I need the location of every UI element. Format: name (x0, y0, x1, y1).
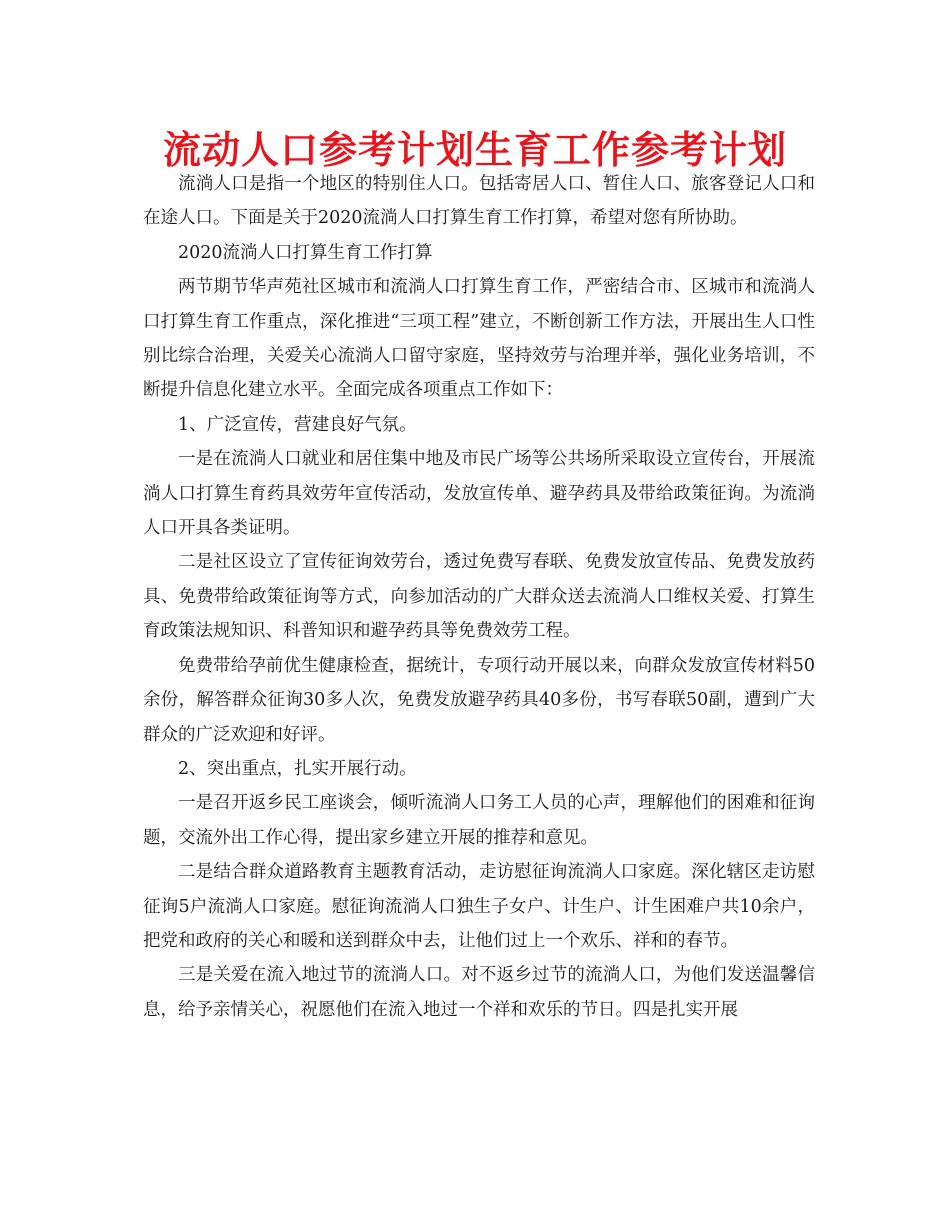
paragraph: 三是关爱在流入地过节的流淌人口。对不返乡过节的流淌人口，为他们发送温馨信息，给予亲情关心，祝愿他们在流入地过一个祥和欢乐的节日。四是扎实开展 (143, 965, 815, 1020)
paragraph: 两节期节华声苑社区城市和流淌人口打算生育工作，严密结合市、区城市和流淌人口打算生育工作重点，深化推进“三项工程”建立，不断创新工作方法，开展出生人口性别比综合治理，关爱关心流淌人口留守家庭，坚持效劳与治理并举，强化业务培训，不断提升信息化建立水平。全面完成各项重点工作如下： (143, 277, 815, 401)
paragraph: 2020流淌人口打算生育工作打算 (178, 242, 433, 263)
paragraph: 免费带给孕前优生健康检查，据统计，专项行动开展以来，向群众发放宣传材料50余份，解答群众征询30多人次，免费发放避孕药具40多份，书写春联50副，遭到广大群众的广泛欢迎和好评。 (143, 655, 815, 745)
paragraph: 二是社区设立了宣传征询效劳台，透过免费写春联、免费发放宣传品、免费发放药具、免费带给政策征询等方式，向参加活动的广大群众送去流淌人口维权关爱、打算生育政策法规知识、科普知识和避孕药具等免费效劳工程。 (143, 552, 815, 642)
paragraph: 流淌人口是指一个地区的特别住人口。包括寄居人口、暂住人口、旅客登记人口和在途人口。下面是关于2020流淌人口打算生育工作打算，希望对您有所协助。 (143, 174, 815, 229)
paragraph: 2、突出重点，扎实开展行动。 (178, 758, 417, 779)
paragraph: 一是召开返乡民工座谈会，倾听流淌人口务工人员的心声，理解他们的困难和征询题，交流外出工作心得，提出家乡建立开展的推荐和意见。 (143, 793, 815, 848)
paragraph: 1、广泛宣传，营建良好气氛。 (178, 414, 417, 435)
paragraph: 一是在流淌人口就业和居住集中地及市民广场等公共场所采取设立宣传台，开展流淌人口打算生育药具效劳年宣传活动，发放宣传单、避孕药具及带给政策征询。为流淌人口开具各类证明。 (143, 449, 815, 539)
paragraph: 二是结合群众道路教育主题教育活动，走访慰征询流淌人口家庭。深化辖区走访慰征询5户流淌人口家庭。慰征询流淌人口独生子女户、计生户、计生困难户共10余户，把党和政府的关心和暖和送到群众中去，让他们过上一个欢乐、祥和的春节。 (143, 862, 815, 951)
document-title: 流动人口参考计划生育工作参考计划 (162, 128, 787, 172)
document-body (143, 167, 815, 1027)
